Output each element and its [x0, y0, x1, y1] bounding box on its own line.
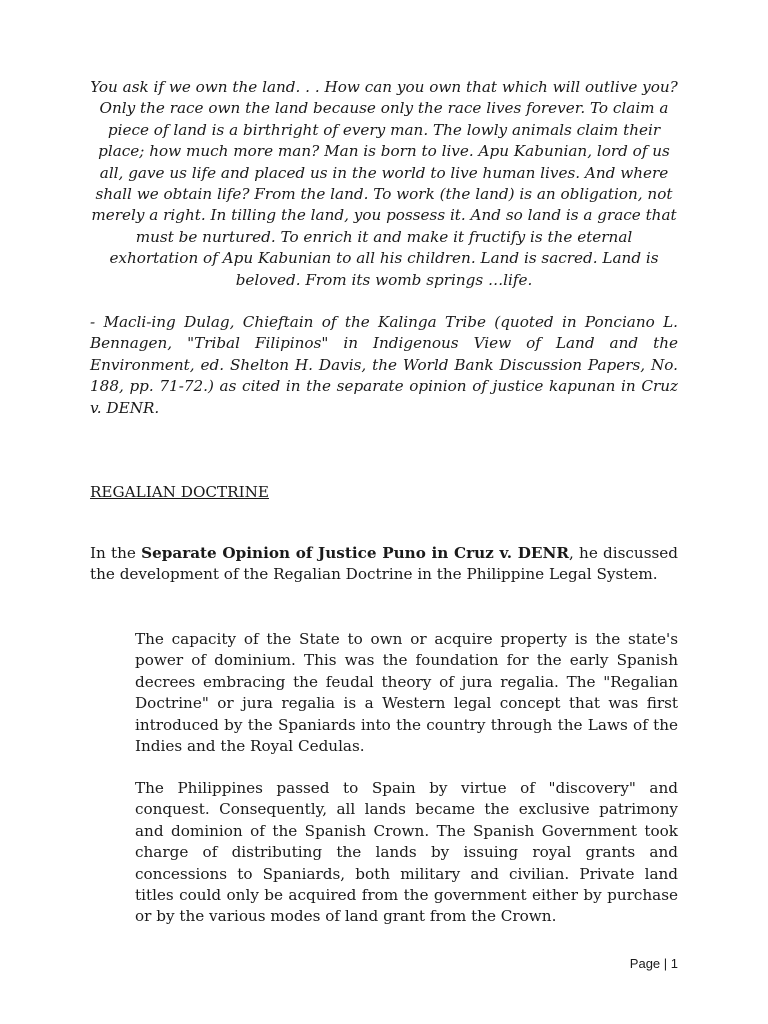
intro-suffix: , he discussed the development of the Regalian Doctrine in the Philippine Legal System. [90, 544, 678, 584]
block-quote-paragraph-2: The Philippines passed to Spain by virtue of "discovery" and conquest. Consequently, all lands became the exclusive patrimony and dominion of the Spanish Crown. The Spanish Government took charge of distributing the lands by issuing royal grants and concessions to Spaniards, both military and civilian. Private land titles could only be acquired from the government either by purchase or by the various modes of land grant from the Crown. [135, 779, 678, 926]
epigraph-quote: You ask if we own the land. . . How can you own that which will outlive you? Only the race own the land because only the race lives forever. To claim a piece of land is a birthright of every man. The lowly animals claim their place; how much more man? Man is born to live. Apu Kabunian, lord of us all, gave us life and placed us in the world to live human lives. And where shall we obtain life? From the land. To work (the land) is an obligation, not merely a right. In tilling the land, you possess it. And so land is a grace that must be nurtured. To enrich it and make it fructify is the eternal exhortation of Apu Kabunian to all his children. Land is sacred. Land is beloved. From its womb springs …life. [90, 78, 678, 289]
block-quote-paragraph-1: The capacity of the State to own or acquire property is the state's power of dominium. This was the foundation for the early Spanish decrees embracing the feudal theory of jura regalia. The "Regalian Doctrine" or jura regalia is a Western legal concept that was first introduced by the Spaniards into the country through the Laws of the Indies and the Royal Cedulas. [135, 630, 678, 756]
page-number: Page | 1 [629, 956, 678, 971]
intro-prefix: In the [90, 544, 142, 562]
epigraph-attribution: - Macli-ing Dulag, Chieftain of the Kalinga Tribe (quoted in Ponciano L. Bennagen, "Tribal Filipinos" in Indigenous View of Land and the Environment, ed. Shelton H. Davis, the World Bank Discussion Papers, No. 188, pp. 71-72.) as cited in the separate opinion of justice kapunan in Cruz v. DENR. [90, 313, 678, 417]
intro-bold-citation: Separate Opinion of Justice Puno in Cruz v. DENR [141, 544, 569, 562]
intro-paragraph [90, 543, 678, 586]
section-heading: REGALIAN DOCTRINE [90, 483, 269, 501]
